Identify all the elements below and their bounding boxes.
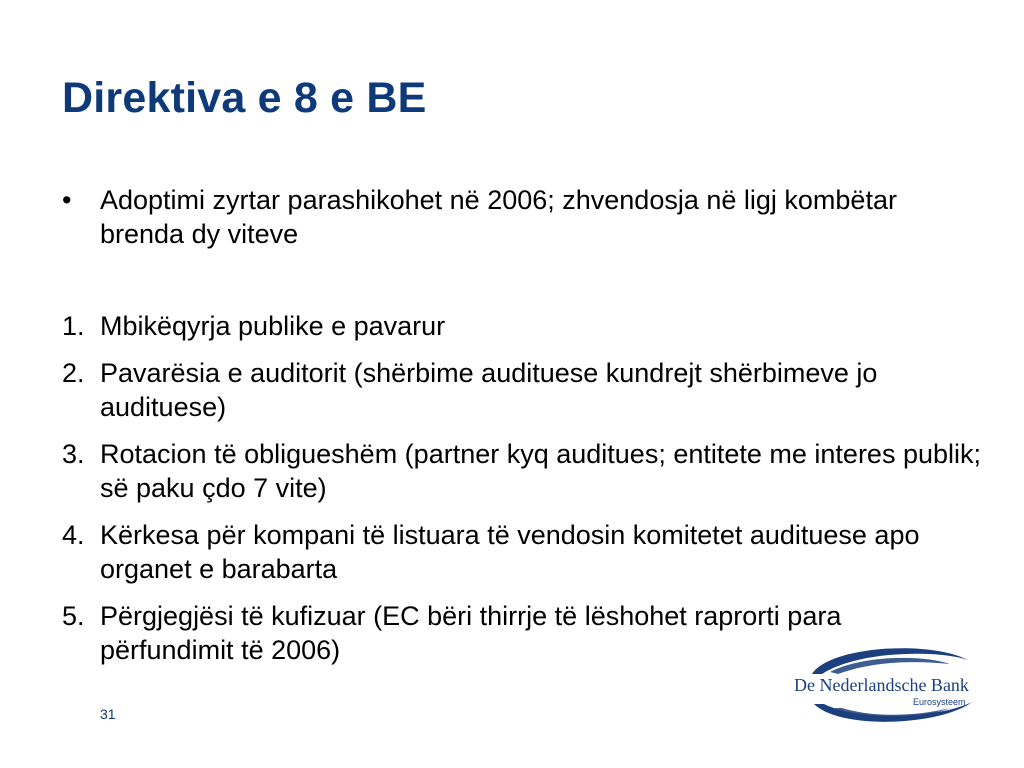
list-item-text: Mbikëqyrja publike e pavarur [100,311,446,341]
slide-title: Direktiva e 8 e BE [62,74,427,122]
bullet-marker: • [62,185,72,215]
list-item-text: Përgjegjësi të kufizuar (EC bëri thirrje të lëshohet raprorti para përfundimit të 2006) [100,601,842,665]
logo-subtitle: Eurosysteem [913,697,966,707]
bullet-text: Adoptimi zyrtar parashikohet në 2006; zhvendosja në ligj kombëtar brenda dy viteve [100,185,897,249]
bullet-item [62,183,982,251]
list-item-number: 2. [62,358,85,388]
list-item-text: Kërkesa për kompani të listuara të vendosin komitetet audituese apo organet e barabarta [100,520,920,584]
list-item-text: Pavarësia e auditorit (shërbime audituese kundrejt shërbimeve jo audituese) [100,358,878,422]
numbered-list [62,309,982,667]
list-item [62,518,982,586]
dnb-logo [790,638,990,728]
slide-body [62,183,982,680]
list-item-text: Rotacion të obligueshëm (partner kyq auditues; entitete me interes publik; së paku çdo 7 vite) [100,439,981,503]
list-item-number: 4. [62,520,85,550]
list-item [62,437,982,505]
logo-name: De Nederlandsche Bank [794,675,969,695]
list-item [62,356,982,424]
list-item [62,309,982,343]
list-item-number: 5. [62,601,85,631]
list-item-number: 3. [62,439,85,469]
page-number: 31 [100,706,116,722]
list-item-number: 1. [62,311,85,341]
